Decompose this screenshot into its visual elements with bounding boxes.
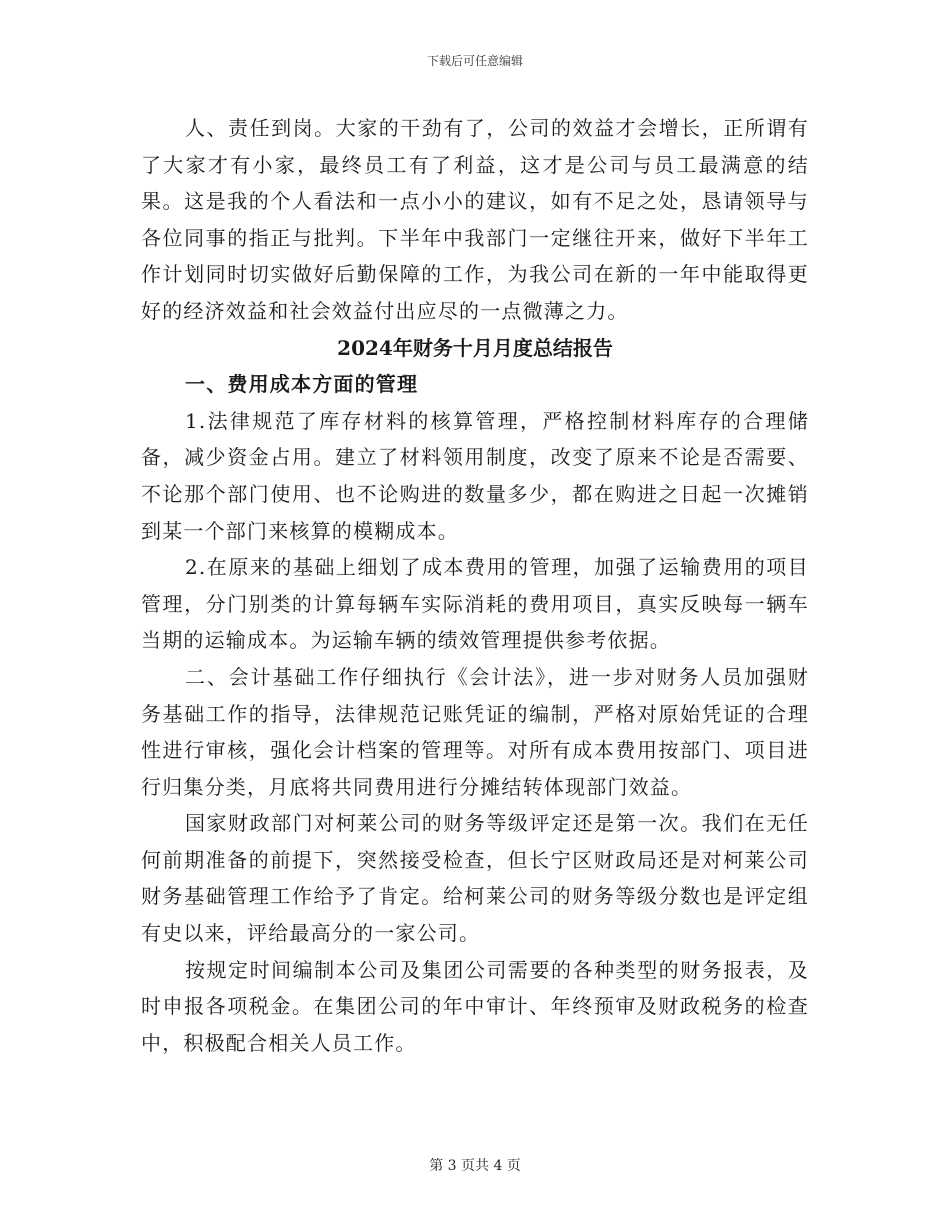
report-title: 2024年财务十月月度总结报告: [337, 335, 613, 360]
paragraph-accounting-basics: 二、会计基础工作仔细执行《会计法》，进一步对财务人员加强财务基础工作的指导，法律规范记账凭证的编制，严格对原始凭证的合理性进行审核，强化会计档案的管理等。对所有成本费用按部门、项目进行归集分类，月底将共同费用进行分摊结转体现部门效益。: [141, 664, 809, 799]
paragraph-financial-reports: 按规定时间编制本公司及集团公司需要的各种类型的财务报表，及时申报各项税金。在集团公司的年中审计、年终预审及财政税务的检查中，积极配合相关人员工作。: [141, 957, 809, 1055]
paragraph-cost-expense-management: 2.在原来的基础上细划了成本费用的管理，加强了运输费用的项目管理，分门别类的计算每辆车实际消耗的费用项目，真实反映每一辆车当期的运输成本。为运输车辆的绩效管理提供参考依据。: [141, 555, 809, 653]
page-header: 下载后可任意编辑: [426, 54, 523, 68]
paragraph-inventory-accounting: 1.法律规范了库存材料的核算管理，严格控制材料库存的合理储备，减少资金占用。建立了材料领用制度，改变了原来不论是否需要、不论那个部门使用、也不论购进的数量多少，都在购进之日起一次摊销到某一个部门来核算的模糊成本。: [141, 408, 809, 543]
paragraph-financial-rating: 国家财政部门对柯莱公司的财务等级评定还是第一次。我们在无任何前期准备的前提下，突然接受检查，但长宁区财政局还是对柯莱公司财务基础管理工作给予了肯定。给柯莱公司的财务等级分数也是评定组有史以来，评给最高分的一家公司。: [141, 811, 809, 946]
document-body: [141, 110, 809, 1061]
section-heading-cost-management: 一、费用成本方面的管理: [185, 372, 419, 397]
continuation-paragraph: 人、责任到岗。大家的干劲有了，公司的效益才会增长，正所谓有了大家才有小家，最终员工有了利益，这才是公司与员工最满意的结果。这是我的个人看法和一点小小的建议，如有不足之处，恳请领导与各位同事的指正与批判。下半年中我部门一定继往开来，做好下半年工作计划同时切实做好后勤保障的工作，为我公司在新的一年中能取得更好的经济效益和社会效益付出应尽的一点微薄之力。: [141, 116, 809, 323]
page-number: 第 3 页共 4 页: [429, 1158, 521, 1174]
